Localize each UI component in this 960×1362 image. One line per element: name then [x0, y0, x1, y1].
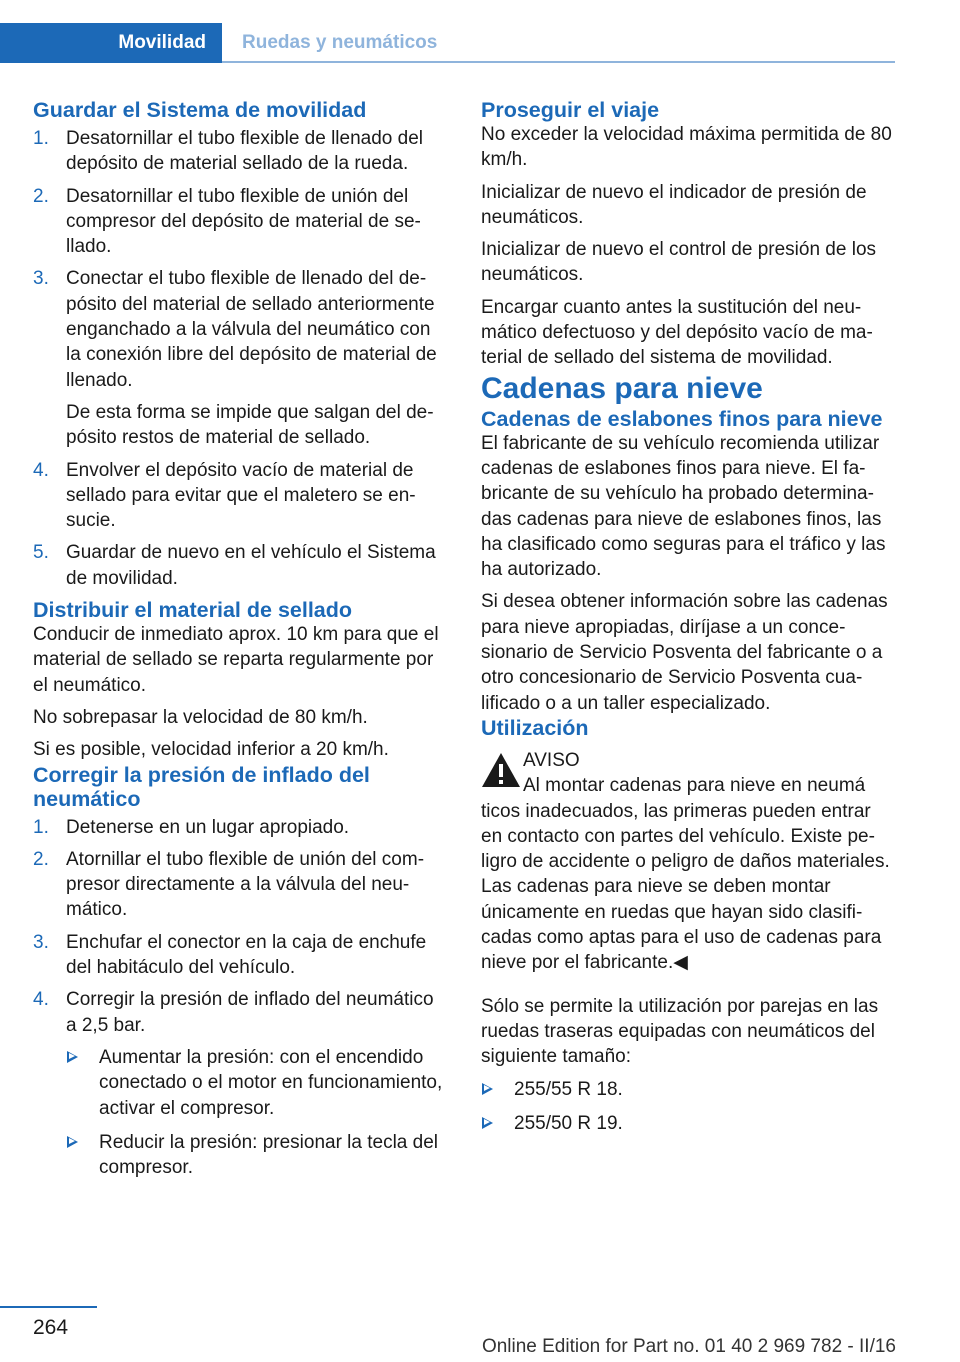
- paragraph: Si desea obtener información sobre las cadenas para nieve apropiadas, diríjase a un concesionario de Servicio Posventa del fabricante o a otro concesionario de Servicio Posventa cualificado o a un taller especializado.: [481, 591, 888, 714]
- paragraph: Sólo se permite la utilización por parejas en las ruedas traseras equipadas con neumáticos del siguiente tamaño:: [481, 995, 879, 1068]
- triangle-bullet-icon: [67, 1136, 78, 1148]
- bullet-text: Aumentar la presión: con el encendido conectado o el motor en funcionamiento, activar el compresor.: [99, 1046, 443, 1119]
- step-text: Guardar de nuevo en el vehículo el Sistema de movilidad.: [66, 542, 436, 589]
- step-number: 4.: [33, 989, 49, 1011]
- header-tabs: [0, 23, 895, 63]
- steps-guardar: [33, 126, 448, 591]
- warning-text: ticos inadecuados, las primeras pueden entrar en contacto con partes del vehículo. Existe peligro de accidente o peligro de daños materiales. Las cadenas para nieve se deben montar únicamente en ruedas que hayan sido clasificadas como aptas para el uso de cadenas para nieve por el fabricante.◀: [481, 800, 890, 974]
- paragraph: El fabricante de su vehículo recomienda utilizar cadenas de eslabones finos para nieve. El fabricante de su vehículo ha probado determinadas cadenas para nieve de eslabones finos, las ha clasificado como seguras para el tráfico y las ha autorizado.: [481, 432, 886, 581]
- paragraph: No sobrepasar la velocidad de 80 km/h.: [33, 706, 368, 728]
- warning-label: AVISO: [523, 749, 580, 771]
- list-item: [33, 815, 448, 840]
- paragraph: Inicializar de nuevo el control de presión de los neumáticos.: [481, 239, 877, 286]
- step-text: Detenerse en un lugar apropiado.: [66, 816, 350, 838]
- step-number: 2.: [33, 185, 49, 207]
- tab-movilidad[interactable]: Movilidad: [0, 23, 222, 63]
- left-column: [33, 98, 448, 1189]
- list-item: [33, 458, 448, 534]
- step-number: 1.: [33, 816, 49, 838]
- warning-text-first: Al montar cadenas para nieve en neumá: [523, 775, 866, 797]
- step-number: 2.: [33, 848, 49, 870]
- list-item: [33, 987, 448, 1180]
- step-text: Desatornillar el tubo flexible de llenado del depósito de material sellado de la rueda.: [66, 128, 424, 175]
- step-number: 3.: [33, 268, 49, 290]
- bullet-item: [66, 1045, 448, 1121]
- bullet-list: [66, 1045, 448, 1180]
- bullet-text: 255/55 R 18.: [514, 1078, 623, 1100]
- step-text: Enchufar el conector en la caja de enchufe del habitáculo del vehículo.: [66, 931, 427, 979]
- bullet-text: 255/50 R 19.: [514, 1112, 623, 1134]
- right-column: [481, 98, 896, 1145]
- steps-corregir: [33, 815, 448, 1181]
- step-note: De esta forma se impide que salgan del depósito restos de material de sellado.: [66, 401, 434, 449]
- triangle-bullet-icon: [482, 1083, 493, 1095]
- list-item: [33, 540, 448, 591]
- section-title-guardar: Guardar el Sistema de movilidad: [33, 98, 367, 122]
- step-number: 5.: [33, 542, 49, 564]
- section-title-proseguir: Proseguir el viaje: [481, 98, 660, 122]
- step-text: Conectar el tubo flexible de llenado del depósito del material de sellado anteriormente enganchado a la válvula del neumático con la conexión libre del depósito de material de llenado.: [66, 268, 437, 391]
- step-text: Desatornillar el tubo flexible de unión del compresor del depósito de material de sellado.: [66, 185, 421, 258]
- list-item: [33, 184, 448, 260]
- triangle-bullet-icon: [67, 1051, 78, 1063]
- list-item: [33, 847, 448, 923]
- section-title-eslabones: Cadenas de eslabones finos para nieve: [481, 406, 883, 431]
- tab-ruedas-y-neumaticos[interactable]: Ruedas y neumáticos: [242, 32, 438, 53]
- step-text: Envolver el depósito vacío de material de sellado para evitar que el maletero se ensucie.: [66, 459, 416, 532]
- step-number: 4.: [33, 459, 49, 481]
- section-title-corregir: Corregir la presión de inflado del neumático: [33, 762, 370, 811]
- step-number: 1.: [33, 128, 49, 149]
- warning-triangle-icon: [481, 752, 521, 788]
- bullet-item: [481, 1111, 896, 1136]
- section-title-utilizacion: Utilización: [481, 715, 589, 740]
- edition-note: Online Edition for Part no. 01 40 2 969 782 - II/16: [481, 1336, 896, 1357]
- paragraph: Conducir de inmediato aprox. 10 km para que el material de sellado se reparta regularmente por el neumático.: [33, 624, 439, 696]
- chapter-title: Cadenas para nieve: [481, 371, 763, 405]
- triangle-bullet-icon: [482, 1117, 493, 1129]
- step-text: Corregir la presión de inflado del neumático a 2,5 bar.: [66, 989, 434, 1036]
- section-title-distribuir: Distribuir el material de sellado: [33, 598, 353, 623]
- footer-rule: [0, 1306, 97, 1308]
- list-item: [33, 126, 448, 177]
- page-number: 264: [33, 1316, 69, 1339]
- paragraph: Si es posible, velocidad inferior a 20 km/h.: [33, 739, 389, 761]
- list-item: [33, 266, 448, 450]
- bullet-text: Reducir la presión: presionar la tecla del compresor.: [99, 1131, 439, 1179]
- paragraph: Encargar cuanto antes la sustitución del neumático defectuoso y del depósito vacío de material de sellado del sistema de movilidad.: [481, 296, 873, 369]
- paragraph: No exceder la velocidad máxima permitida de 80 km/h.: [481, 124, 892, 171]
- bullet-item: [481, 1077, 896, 1102]
- step-number: 3.: [33, 931, 49, 953]
- step-text: Atornillar el tubo flexible de unión del compresor directamente a la válvula del neumático.: [66, 848, 425, 921]
- bullet-list-sizes: [481, 1077, 896, 1137]
- warning-block: [481, 748, 896, 976]
- tab-underline: [222, 61, 895, 63]
- paragraph: Inicializar de nuevo el indicador de presión de neumáticos.: [481, 181, 867, 228]
- list-item: [33, 930, 448, 981]
- bullet-item: [66, 1130, 448, 1181]
